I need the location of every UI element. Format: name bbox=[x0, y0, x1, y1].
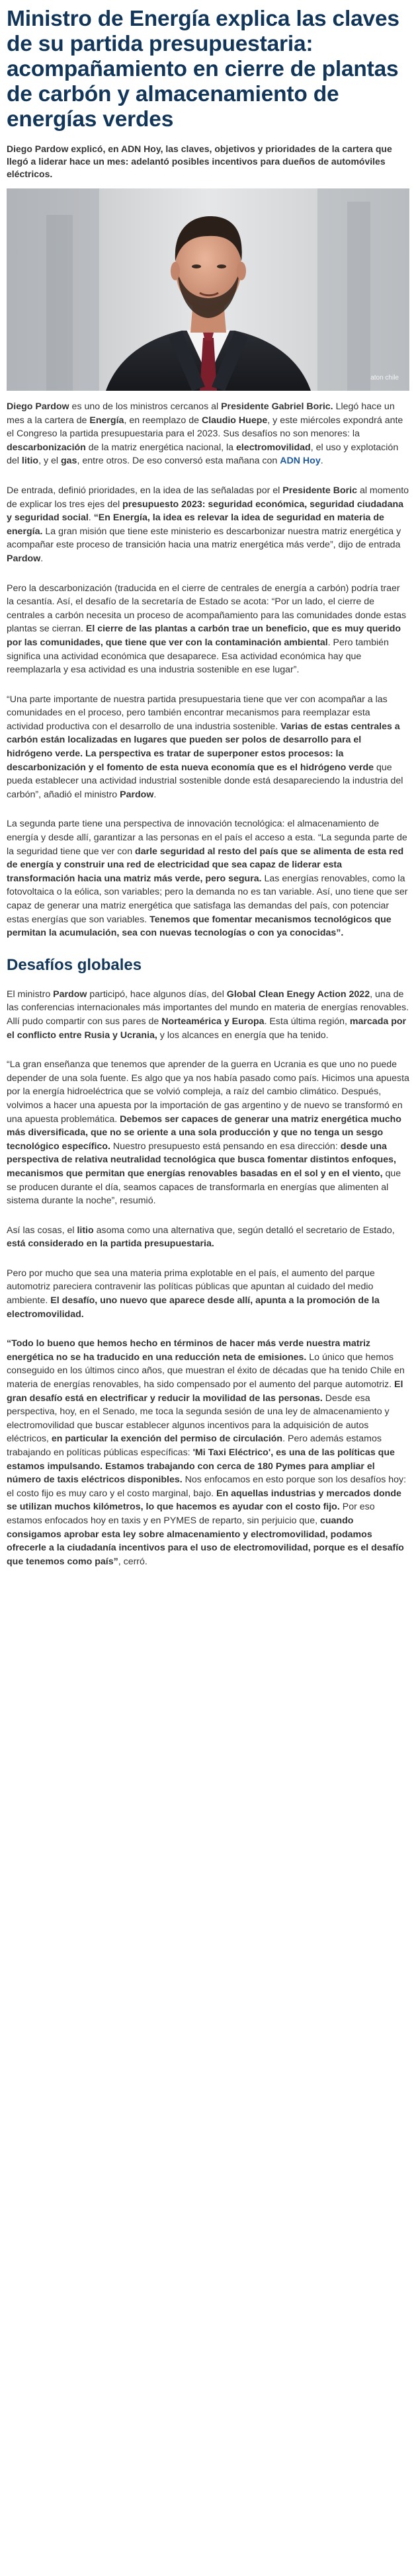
text-run: Las energías renovables, como la fotovoltaica o la eólica, son variables; pero la demanda no es tan variable. Así, uno tiene que ser capaz de generar una matriz energética que satisfaga las demandas del país, con potenciar estas energías que son variables. bbox=[7, 873, 408, 925]
text-run: La segunda parte tiene una perspectiva de innovación tecnológica: el almacenamiento de energía y desde allí, garantizar a las personas en el país el acceso a esta. “La segunda parte de la seguridad tiene que ver con bbox=[7, 819, 407, 857]
text-run: Así las cosas, el bbox=[7, 1225, 77, 1236]
article-body-continued bbox=[7, 988, 409, 1569]
article-body bbox=[7, 400, 409, 940]
text-run: Lo único que hemos conseguido en los últimos cinco años, que muestran el éxito de décadas que ha tenido Chile en materia de energías renovables, ha sido compensado por el aumento del parque automotriz. bbox=[7, 1351, 405, 1390]
paragraph bbox=[7, 484, 409, 566]
text-run: El ministro bbox=[7, 988, 54, 1000]
text-run: , en reemplazo de bbox=[124, 415, 202, 426]
bold-text: cuando consigamos aprobar esta ley sobre almacenamiento y electromovilidad, podamos ofrecerle a la ciudadanía incentivos para el uso de electromovilidad, porque es el desafío que tenemos como país” bbox=[7, 1515, 404, 1567]
paragraph bbox=[7, 582, 409, 677]
bold-text: descarbonización bbox=[7, 442, 86, 453]
bold-text: Pardow bbox=[53, 988, 87, 1000]
paragraph bbox=[7, 1224, 409, 1251]
text-run: , una de las conferencias internacionales más importantes del mundo en materia de energías renovables. Allí pudo compartir con sus pares de bbox=[7, 988, 409, 1027]
text-run: , entre otros. De eso conversó esta mañana con bbox=[77, 456, 280, 467]
text-run: . bbox=[88, 512, 94, 524]
text-run: Pero la descarbonización (traducida en el cierre de centrales de energía a carbón) podría traer la cesantía. Así, el desafío de la secretaría de Estado se acota: “Por un lado, el cierre de centrales a carbón necesita un proceso de acompañamiento para las comunidades donde estas plantas se cierran. bbox=[7, 583, 407, 635]
bold-text: Pardow bbox=[120, 789, 154, 800]
bold-text: litio bbox=[21, 456, 39, 467]
text-run: asoma como una alternativa que, según detalló el secretario de Estado, bbox=[93, 1225, 395, 1236]
paragraph bbox=[7, 1337, 409, 1568]
paragraph bbox=[7, 1058, 409, 1208]
bold-text: El cierre de las plantas a carbón trae un beneficio, que es muy querido por las comunidades, que tiene que ver con la contaminación ambiental bbox=[7, 624, 401, 648]
text-run: Nos enfocamos en esto porque son los desafíos hoy: el costo fijo es muy caro y el costo marginal, bajo. bbox=[7, 1474, 407, 1499]
text-run: De entrada, definió prioridades, en la idea de las señaladas por el bbox=[7, 485, 283, 496]
bold-text: En aquellas industrias y mercados donde se utilizan muchos kilómetros, lo que hacemos es ayudar con el costo fijo. bbox=[7, 1488, 401, 1513]
bold-text: gas bbox=[61, 456, 77, 467]
text-run: . Pero además estamos trabajando en políticas públicas específicas: bbox=[7, 1433, 382, 1458]
text-run: Por eso estamos enfocados hoy en taxis y en PYMES de reparto, sin perjuicio que, bbox=[7, 1502, 375, 1526]
bold-text: Claudio Huepe bbox=[201, 415, 268, 426]
text-run: de la matriz energética nacional, la bbox=[85, 442, 236, 453]
text-run: Llegó hace un mes a la cartera de bbox=[7, 401, 395, 426]
article-headline: Ministro de Energía explica las claves de su partida presupuestaria: acompañamiento en cierre de plantas de carbón y almacenamiento de energías verdes bbox=[7, 7, 399, 132]
bold-text: Varias de estas centrales a carbón están localizadas en lugares que pueden ser polos de desarrollo para el hidrógeno verde. bbox=[7, 721, 400, 760]
paragraph bbox=[7, 817, 409, 940]
text-run: que pueda establecer una actividad industrial sostenible donde está desapareciendo la industria del carbón”, añadió el ministro bbox=[7, 762, 403, 800]
text-run: . bbox=[40, 553, 44, 564]
bold-text: El desafío, uno nuevo que aparece desde allí, apunta a la promoción de la electromovilidad. bbox=[7, 1295, 380, 1320]
text-run: y los alcances en energía que ha tenido. bbox=[157, 1029, 329, 1041]
article-lead: Diego Pardow explicó, en ADN Hoy, las claves, objetivos y prioridades de la cartera que llegó a liderar hace un mes: adelantó posibles incentivos para dueños de automóviles eléctricos. bbox=[7, 143, 392, 179]
paragraph bbox=[7, 988, 409, 1042]
bold-text: está considerado en la partida presupuestaria. bbox=[7, 1238, 214, 1250]
text-run: . Esta última región, bbox=[264, 1016, 350, 1027]
text-run: es uno de los ministros cercanos al bbox=[69, 401, 222, 412]
bold-text: electromovilidad bbox=[235, 442, 311, 453]
bold-text: litio bbox=[77, 1225, 94, 1236]
text-run: que se producen durante el día, seamos capaces de transformarla en energías que alimenten al sistema durante la noche”, resumió. bbox=[7, 1168, 401, 1207]
minister-portrait-image bbox=[7, 188, 409, 391]
text-run: Desde esa perspectiva, hoy, en el Senado, me toca la segunda sesión de una ley de almacenamiento y electromovilidad que buscar establecer algunos incentivos para la adquisición de autos eléctricos, bbox=[7, 1392, 390, 1445]
text-run: al momento de explicar los tres ejes del bbox=[7, 485, 409, 510]
text-run: . bbox=[153, 789, 157, 800]
photo-credit: aton chile bbox=[370, 374, 399, 382]
text-run: , y este miércoles expondrá ante el Congreso la partida presupuestaria para el 2023. Sus desafíos no son menores: la bbox=[7, 415, 403, 440]
section-heading: Desafíos globales bbox=[7, 955, 142, 974]
bold-text: marcada por el conflicto entre Rusia y Ucrania, bbox=[7, 1016, 407, 1041]
bold-text: Tenemos que fomentar mecanismos tecnológicos que permitan la acumulación, sea con nuevas tecnologías o con ya conocidas”. bbox=[7, 914, 392, 939]
bold-text: Energía bbox=[89, 415, 124, 426]
link[interactable]: ADN Hoy bbox=[280, 456, 321, 467]
paragraph bbox=[7, 693, 409, 802]
bold-text: desde una perspectiva de relativa neutralidad tecnológica que busca fomentar distintos enfoques, mecanismos que permitan que energías renovables basadas en el sol y en el viento, bbox=[7, 1141, 396, 1179]
bold-text: Global Clean Enegy Action 2022 bbox=[226, 988, 370, 1000]
bold-text: El gran desafío está en electrificar y reducir la movilidad de las personas. bbox=[7, 1379, 403, 1404]
bold-text: darle seguridad al resto del país que se alimenta de esta red de energía y construir una red de electricidad que sea capaz de liderar esta transformación hacia una matriz más verde, pero segura. bbox=[7, 846, 404, 884]
bold-text: Diego Pardow bbox=[7, 401, 69, 412]
text-run: Nuestro presupuesto está pensando en esa dirección: bbox=[110, 1141, 341, 1152]
hero-photo bbox=[7, 188, 409, 391]
bold-text: Presidente Boric bbox=[282, 485, 357, 496]
bold-text: “Todo lo bueno que hemos hecho en términos de hacer más verde nuestra matriz energética no se ha traducido en una reducción neta de emisiones. bbox=[7, 1338, 371, 1363]
text-run: , cerró. bbox=[118, 1556, 147, 1567]
bold-text: Pardow bbox=[7, 553, 41, 564]
text-run: participó, hace algunos días, del bbox=[87, 988, 227, 1000]
paragraph bbox=[7, 1267, 409, 1321]
bold-text: Presidente Gabriel Boric. bbox=[221, 401, 333, 412]
text-run: “La gran enseñanza que tenemos que aprender de la guerra en Ucrania es que uno no puede depender de una sola fuente. Es algo que ya nos había pasado como país. Hicimos una apuesta por la energía hidroeléctrica que se volvió compleja, a raíz del cambio climático. Después, volvimos a hacer una apuesta por la importación de gas argentino y de nuevo se transformó en una apuesta problemática. bbox=[7, 1059, 409, 1125]
text-run: , el uso y explotación del bbox=[7, 442, 399, 467]
text-run: “Una parte importante de nuestra partida presupuestaria tiene que ver con acompañar a las comunidades en el proceso, pero también encontrar mecanismos para reemplazar esta actividad productiva con el desarrollo de una industria sostenible. bbox=[7, 694, 388, 732]
text-run: , y el bbox=[38, 456, 61, 467]
bold-text: Debemos ser capaces de generar una matriz energética mucho más diversificada, que no se oriente a una sola producción y que no tenga un sesgo tecnológico específico. bbox=[7, 1113, 401, 1152]
bold-text: La perspectiva es tratar de superponer estos procesos: la descarbonización y el fomento de esta nueva economía que es el hidrógeno verde bbox=[7, 748, 374, 773]
bold-text: Norteamérica y Europa bbox=[161, 1016, 265, 1027]
text-run: . Pero también significa una actividad económica que desaparece. Esa actividad económica hay que reemplazarla y esa actividad es una industria sostenible en ese lugar”. bbox=[7, 637, 389, 676]
bold-text: en particular la exención del permiso de circulación bbox=[51, 1433, 283, 1445]
text-run: La gran misión que tiene este ministerio es descarbonizar nuestra matriz energética y acompañar este proceso de transición hacia una matriz energética más verde”, dijo de entrada bbox=[7, 526, 401, 551]
bold-text: “En Energía, la idea es relevar la idea de seguridad en materia de energía. bbox=[7, 512, 384, 537]
bold-text: 'Mi Taxi Eléctrico', es una de las políticas que estamos impulsando. Estamos trabajando con cerca de 180 Pymes para ampliar el número de taxis eléctricos disponibles. bbox=[7, 1447, 395, 1486]
text-run: . bbox=[320, 456, 323, 467]
text-run: Pero por mucho que sea una materia prima explotable en el país, el aumento del parque automotriz pareciera contravenir las políticas públicas que apuntan al cuidado del medio ambiente. bbox=[7, 1268, 375, 1307]
bold-text: presupuesto 2023: seguridad económica, seguridad ciudadana y seguridad social bbox=[7, 499, 404, 524]
paragraph bbox=[7, 400, 409, 468]
